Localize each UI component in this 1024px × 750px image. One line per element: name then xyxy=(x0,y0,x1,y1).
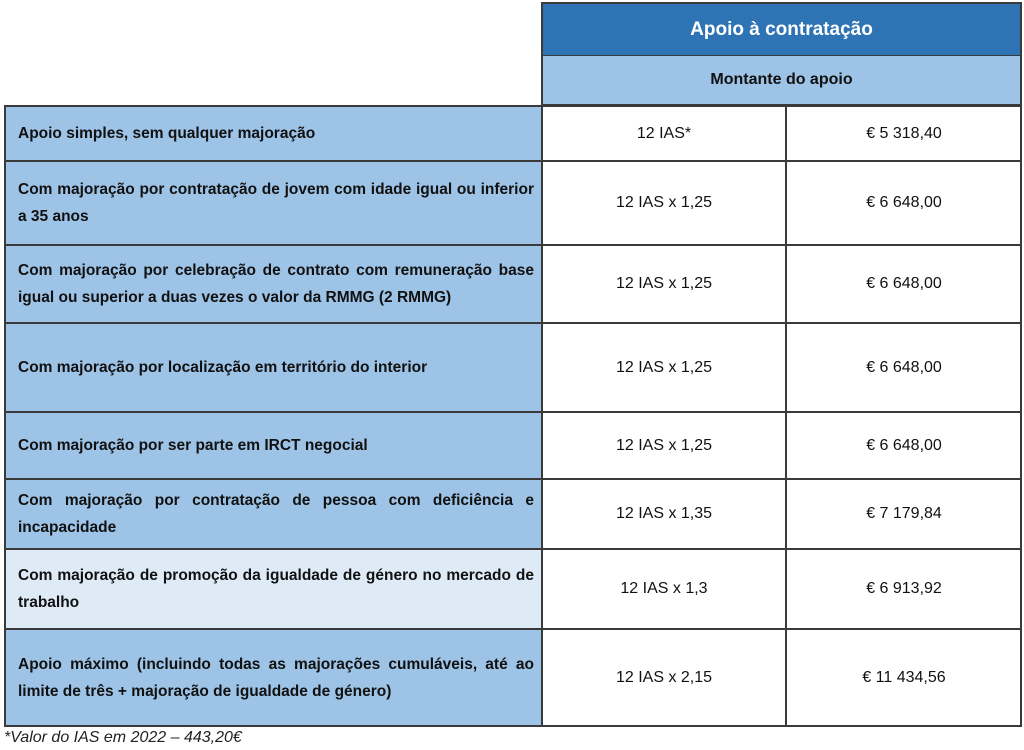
row-formula: 12 IAS* xyxy=(542,106,786,161)
row-formula: 12 IAS x 1,35 xyxy=(542,479,786,549)
row-label: Com majoração de promoção da igualdade de género no mercado de trabalho xyxy=(4,549,542,629)
row-label: Com majoração por celebração de contrato com remuneração base igual ou superior a duas vezes o valor da RMMG (2 RMMG) xyxy=(4,245,542,323)
row-label: Com majoração por contratação de pessoa com deficiência e incapacidade xyxy=(4,479,542,549)
table-border xyxy=(785,105,787,727)
row-amount: € 6 913,92 xyxy=(786,549,1022,629)
row-formula: 12 IAS x 2,15 xyxy=(542,629,786,726)
row-amount: € 6 648,00 xyxy=(786,412,1022,479)
row-amount: € 6 648,00 xyxy=(786,245,1022,323)
footnote: *Valor do IAS em 2022 – 443,20€ xyxy=(4,729,242,746)
row-label: Com majoração por contratação de jovem com idade igual ou inferior a 35 anos xyxy=(4,161,542,245)
row-label: Com majoração por localização em território do interior xyxy=(4,323,542,412)
table-border xyxy=(4,548,1022,550)
table-border xyxy=(4,478,1022,480)
row-amount: € 6 648,00 xyxy=(786,161,1022,245)
row-label: Apoio máximo (incluindo todas as majorações cumuláveis, até ao limite de três + majoração de igualdade de género) xyxy=(4,629,542,726)
row-formula: 12 IAS x 1,3 xyxy=(542,549,786,629)
table-border xyxy=(1020,105,1022,727)
table-border xyxy=(4,628,1022,630)
table-border xyxy=(4,160,1022,162)
table-border xyxy=(4,322,1022,324)
row-formula: 12 IAS x 1,25 xyxy=(542,161,786,245)
table-subtitle: Montante do apoio xyxy=(541,55,1022,106)
row-amount: € 5 318,40 xyxy=(786,106,1022,161)
row-label: Apoio simples, sem qualquer majoração xyxy=(4,106,542,161)
row-amount: € 7 179,84 xyxy=(786,479,1022,549)
table-border xyxy=(4,105,1022,107)
row-formula: 12 IAS x 1,25 xyxy=(542,412,786,479)
table-border xyxy=(4,105,6,727)
table-border xyxy=(4,411,1022,413)
table-border xyxy=(4,244,1022,246)
table-title: Apoio à contratação xyxy=(541,2,1022,55)
row-amount: € 6 648,00 xyxy=(786,323,1022,412)
table-border xyxy=(541,105,543,727)
row-formula: 12 IAS x 1,25 xyxy=(542,323,786,412)
table-border xyxy=(4,725,1022,727)
row-amount: € 11 434,56 xyxy=(786,629,1022,726)
row-label: Com majoração por ser parte em IRCT negocial xyxy=(4,412,542,479)
row-formula: 12 IAS x 1,25 xyxy=(542,245,786,323)
